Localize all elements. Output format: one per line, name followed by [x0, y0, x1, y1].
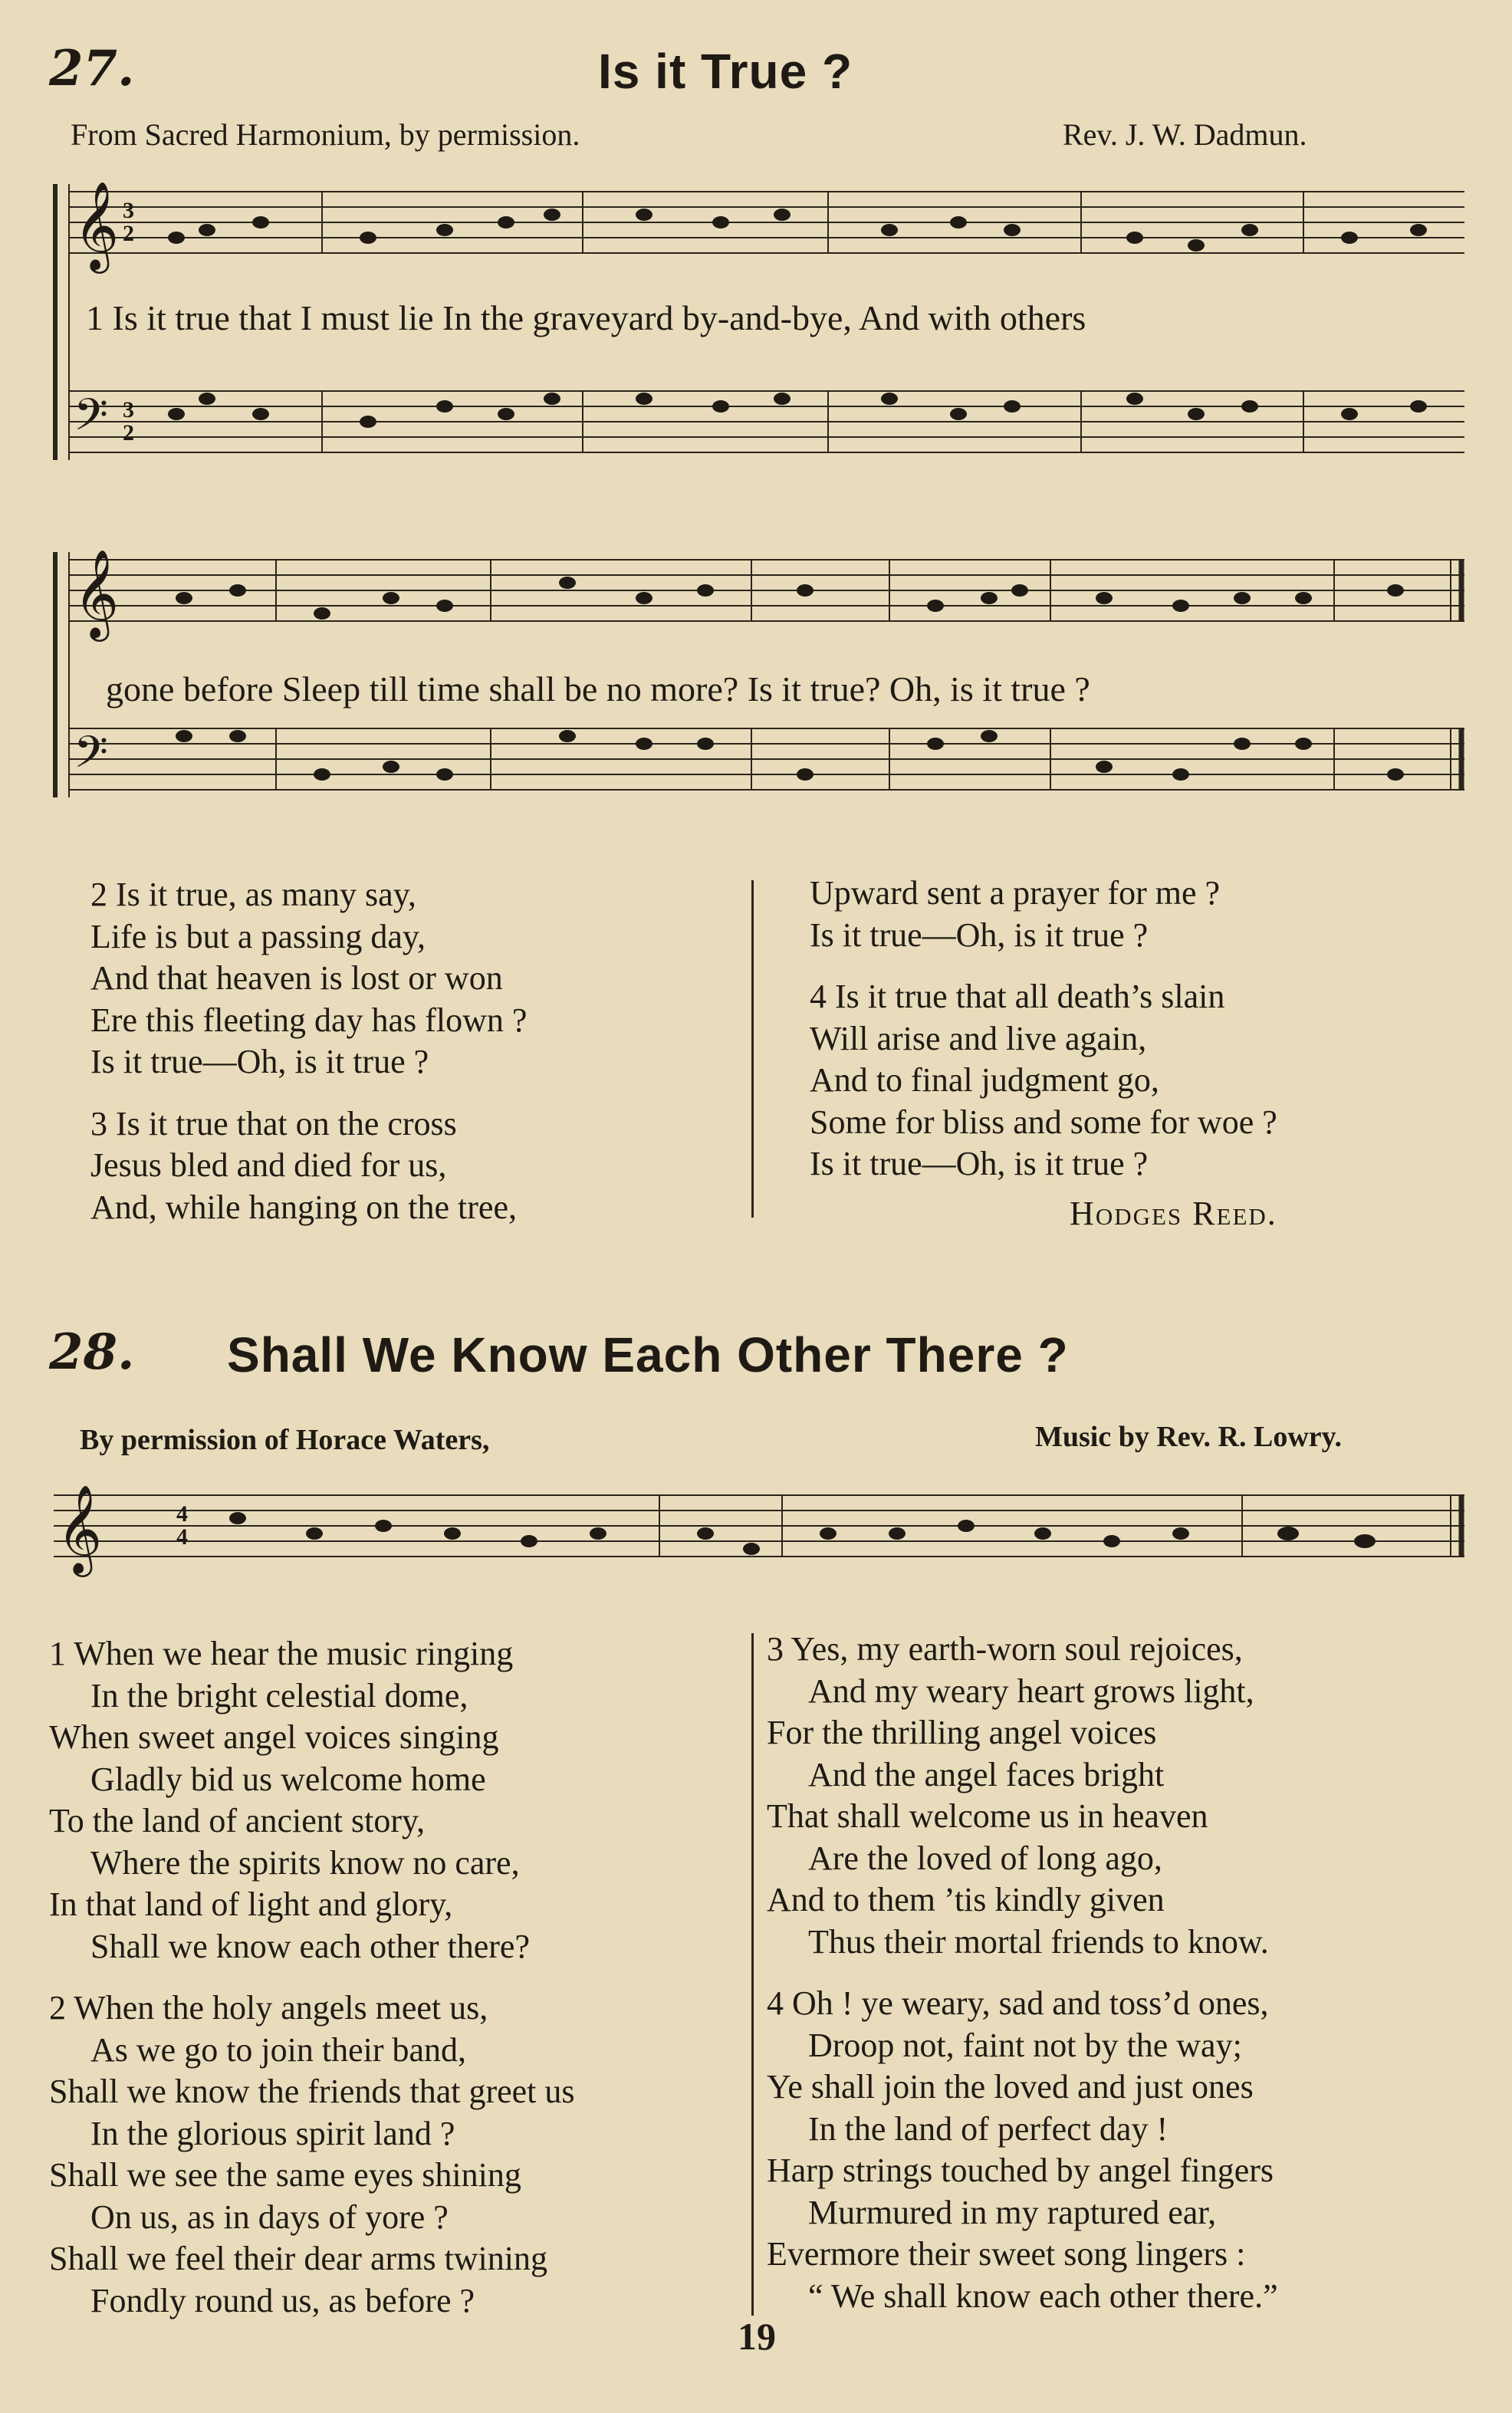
- svg-text:𝄢: 𝄢: [74, 726, 109, 789]
- stanza-1-line-a: 1 Is it true that I must lie In the graveyard by-and-bye, And with others: [86, 298, 1086, 337]
- verse-line: In the bright celestial dome,: [90, 1676, 468, 1714]
- verse-line: Shall we see the same eyes shining: [49, 2156, 521, 2194]
- verse-line: In the glorious spirit land ?: [90, 2114, 455, 2152]
- verses-column-left: [49, 1633, 575, 2322]
- verse-line: Is it true—Oh, is it true ?: [810, 916, 1149, 954]
- verse-line: And that heaven is lost or won: [90, 959, 503, 997]
- verse-line: That shall welcome us in heaven: [767, 1797, 1208, 1835]
- verse-line: For the thrilling angel voices: [767, 1714, 1157, 1751]
- verse-line: 3 Is it true that on the cross: [90, 1104, 457, 1142]
- svg-text:𝄞: 𝄞: [74, 548, 120, 638]
- author-credit: Rev. J. W. Dadmun.: [1063, 117, 1307, 152]
- verse-signature: Hodges Reed.: [1070, 1194, 1277, 1232]
- verse-line: In that land of light and glory,: [49, 1885, 453, 1923]
- verse-line: Life is but a passing day,: [90, 917, 426, 955]
- author-credit: Music by Rev. R. Lowry.: [1035, 1421, 1343, 1453]
- treble-staff: [69, 192, 1464, 253]
- verse-line: 4 Is it true that all death’s slain: [810, 978, 1225, 1015]
- verse-line: Is it true—Oh, is it true ?: [90, 1043, 429, 1080]
- verse-line: And to final judgment go,: [810, 1061, 1159, 1099]
- treble-clef-icon: 𝄞: [74, 180, 120, 270]
- source-credit: From Sacred Harmonium, by permission.: [71, 117, 580, 152]
- verse-line: Ere this fleeting day has flown ?: [90, 1001, 528, 1039]
- verse-line: Harp strings touched by angel fingers: [767, 2152, 1274, 2189]
- verse-line: Murmured in my raptured ear,: [808, 2193, 1217, 2231]
- page-number: 19: [738, 2315, 776, 2358]
- verse-line: Droop not, faint not by the way;: [808, 2026, 1242, 2064]
- verse-line: Is it true—Oh, is it true ?: [810, 1145, 1149, 1182]
- verse-line: Gladly bid us welcome home: [90, 1760, 486, 1798]
- verse-line: Ye shall join the loved and just ones: [767, 2068, 1254, 2106]
- verse-line: Evermore their sweet song lingers :: [767, 2235, 1246, 2273]
- verse-line: 2 When the holy angels meet us,: [49, 1989, 488, 2027]
- verse-line: “ We shall know each other there.”: [808, 2277, 1278, 2315]
- verse-line: As we go to join their band,: [90, 2030, 467, 2069]
- verse-line: When sweet angel voices singing: [49, 1718, 499, 1756]
- verse-line: And, while hanging on the tree,: [90, 1188, 517, 1226]
- verse-line: Thus their mortal friends to know.: [808, 1922, 1269, 1961]
- verses-column-right: [767, 1629, 1278, 2317]
- verse-line: And my weary heart grows light,: [808, 1672, 1254, 1710]
- verse-line: Shall we know the friends that greet us: [49, 2073, 575, 2110]
- svg-text:𝄞: 𝄞: [57, 1484, 103, 1573]
- bass-staff: [69, 391, 1464, 452]
- verse-line: Fondly round us, as before ?: [90, 2281, 475, 2319]
- verse-line: Some for bliss and some for woe ?: [810, 1103, 1277, 1141]
- svg-text:4: 4: [176, 1524, 188, 1550]
- verse-line: Jesus bled and died for us,: [90, 1146, 447, 1184]
- verse-line: Will arise and live again,: [810, 1019, 1147, 1057]
- verse-line: 2 Is it true, as many say,: [90, 876, 416, 913]
- hymn-title: Is it True ?: [598, 44, 853, 99]
- verse-line: Where the spirits know no care,: [90, 1843, 520, 1882]
- svg-text:3: 3: [123, 198, 134, 223]
- verse-line: 1 When we hear the music ringing: [49, 1635, 514, 1672]
- verse-line: 3 Yes, my earth-worn soul rejoices,: [767, 1630, 1243, 1668]
- hymn-title: Shall We Know Each Other There ?: [227, 1327, 1069, 1382]
- column-divider: [751, 1633, 754, 2316]
- svg-text:3: 3: [123, 397, 134, 422]
- verse-line: Upward sent a prayer for me ?: [810, 874, 1221, 912]
- bass-clef-icon: 𝄢: [74, 389, 109, 452]
- stanza-1-line-b: gone before Sleep till time shall be no more? Is it true? Oh, is it true ?: [106, 669, 1090, 708]
- svg-text:4: 4: [176, 1501, 188, 1527]
- svg-text:2: 2: [123, 420, 134, 445]
- verse-line: Shall we feel their dear arms twining: [49, 2240, 548, 2277]
- verse-line: And the angel faces bright: [808, 1755, 1165, 1793]
- verses-column-right: [810, 873, 1277, 1234]
- verse-line: Shall we know each other there?: [90, 1927, 530, 1965]
- verse-line: On us, as in days of yore ?: [90, 2198, 449, 2236]
- verses-column-left: [90, 874, 527, 1228]
- source-credit: By permission of Horace Waters,: [80, 1424, 490, 1456]
- verse-line: 4 Oh ! ye weary, sad and toss’d ones,: [767, 1984, 1269, 2022]
- music-system-3: [46, 1472, 1472, 1626]
- verse-line: In the land of perfect day !: [808, 2109, 1169, 2148]
- verse-line: And to them ’tis kindly given: [767, 1881, 1165, 1918]
- verse-line: To the land of ancient story,: [49, 1802, 426, 1839]
- svg-text:2: 2: [123, 221, 134, 246]
- verse-line: Are the loved of long ago,: [808, 1839, 1162, 1877]
- hymn-number: 27.: [49, 40, 135, 97]
- hymn-number: 28.: [49, 1323, 135, 1381]
- column-divider: [751, 880, 754, 1218]
